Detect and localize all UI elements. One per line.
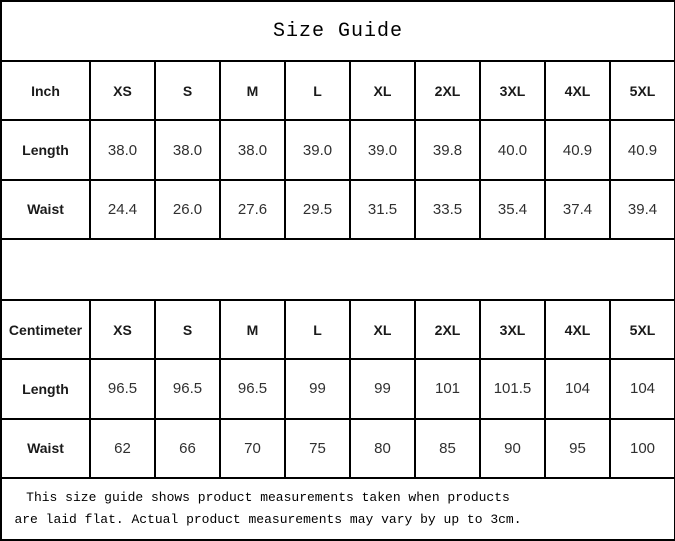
inch-length-value: 39.0 [350,120,415,179]
cm-waist-value: 70 [220,419,285,478]
cm-waist-value: 80 [350,419,415,478]
inch-header-row [1,61,675,120]
cm-size-header-4xl: 4XL [545,300,610,359]
cm-waist-row [1,419,675,478]
cm-size-header-3xl: 3XL [480,300,545,359]
cm-size-header-s: S [155,300,220,359]
cm-header-row [1,300,675,359]
inch-length-value: 38.0 [155,120,220,179]
inch-length-value: 40.9 [545,120,610,179]
title-row [1,1,675,61]
inch-length-value: 39.8 [415,120,480,179]
cm-size-header-xl: XL [350,300,415,359]
inch-waist-value: 31.5 [350,180,415,239]
inch-size-header-2xl: 2XL [415,61,480,120]
cm-size-header-2xl: 2XL [415,300,480,359]
inch-waist-value: 39.4 [610,180,675,239]
inch-waist-row [1,180,675,239]
cm-waist-value: 100 [610,419,675,478]
cm-waist-value: 90 [480,419,545,478]
inch-size-header-m: M [220,61,285,120]
cm-length-value: 96.5 [90,359,155,418]
footer-note-line2: are laid flat. Actual product measurements may vary by up to 3cm. [14,511,522,527]
inch-waist-value: 24.4 [90,180,155,239]
cm-length-value: 99 [350,359,415,418]
inch-length-label: Length [1,120,90,179]
inch-size-header-xl: XL [350,61,415,120]
inch-length-value: 40.0 [480,120,545,179]
inch-length-row [1,120,675,179]
cm-length-value: 101 [415,359,480,418]
cm-waist-value: 75 [285,419,350,478]
cm-length-row [1,359,675,418]
inch-size-header-l: L [285,61,350,120]
page-title: Size Guide [1,1,675,61]
inch-waist-value: 26.0 [155,180,220,239]
cm-waist-value: 66 [155,419,220,478]
cm-length-value: 99 [285,359,350,418]
inch-length-value: 39.0 [285,120,350,179]
inch-waist-value: 35.4 [480,180,545,239]
cm-length-label: Length [1,359,90,418]
cm-size-header-l: L [285,300,350,359]
cm-waist-value: 85 [415,419,480,478]
inch-size-header-3xl: 3XL [480,61,545,120]
cm-length-value: 104 [610,359,675,418]
cm-length-value: 96.5 [155,359,220,418]
footer-row [1,478,675,540]
cm-size-header-5xl: 5XL [610,300,675,359]
cm-waist-value: 62 [90,419,155,478]
footer-note-line1: This size guide shows product measurements taken when products [26,489,510,505]
cm-length-value: 96.5 [220,359,285,418]
inch-waist-label: Waist [1,180,90,239]
inch-size-header-4xl: 4XL [545,61,610,120]
inch-waist-value: 29.5 [285,180,350,239]
inch-length-value: 38.0 [90,120,155,179]
spacer-row [1,239,675,300]
inch-waist-value: 37.4 [545,180,610,239]
footer-note [1,478,675,540]
inch-size-header-xs: XS [90,61,155,120]
cm-unit-label: Centimeter [1,300,90,359]
cm-size-header-xs: XS [90,300,155,359]
inch-unit-label: Inch [1,61,90,120]
inch-waist-value: 33.5 [415,180,480,239]
cm-length-value: 101.5 [480,359,545,418]
cm-waist-value: 95 [545,419,610,478]
cm-length-value: 104 [545,359,610,418]
inch-length-value: 38.0 [220,120,285,179]
inch-waist-value: 27.6 [220,180,285,239]
inch-size-header-5xl: 5XL [610,61,675,120]
spacer-cell [1,239,675,300]
inch-length-value: 40.9 [610,120,675,179]
cm-size-header-m: M [220,300,285,359]
cm-waist-label: Waist [1,419,90,478]
inch-size-header-s: S [155,61,220,120]
